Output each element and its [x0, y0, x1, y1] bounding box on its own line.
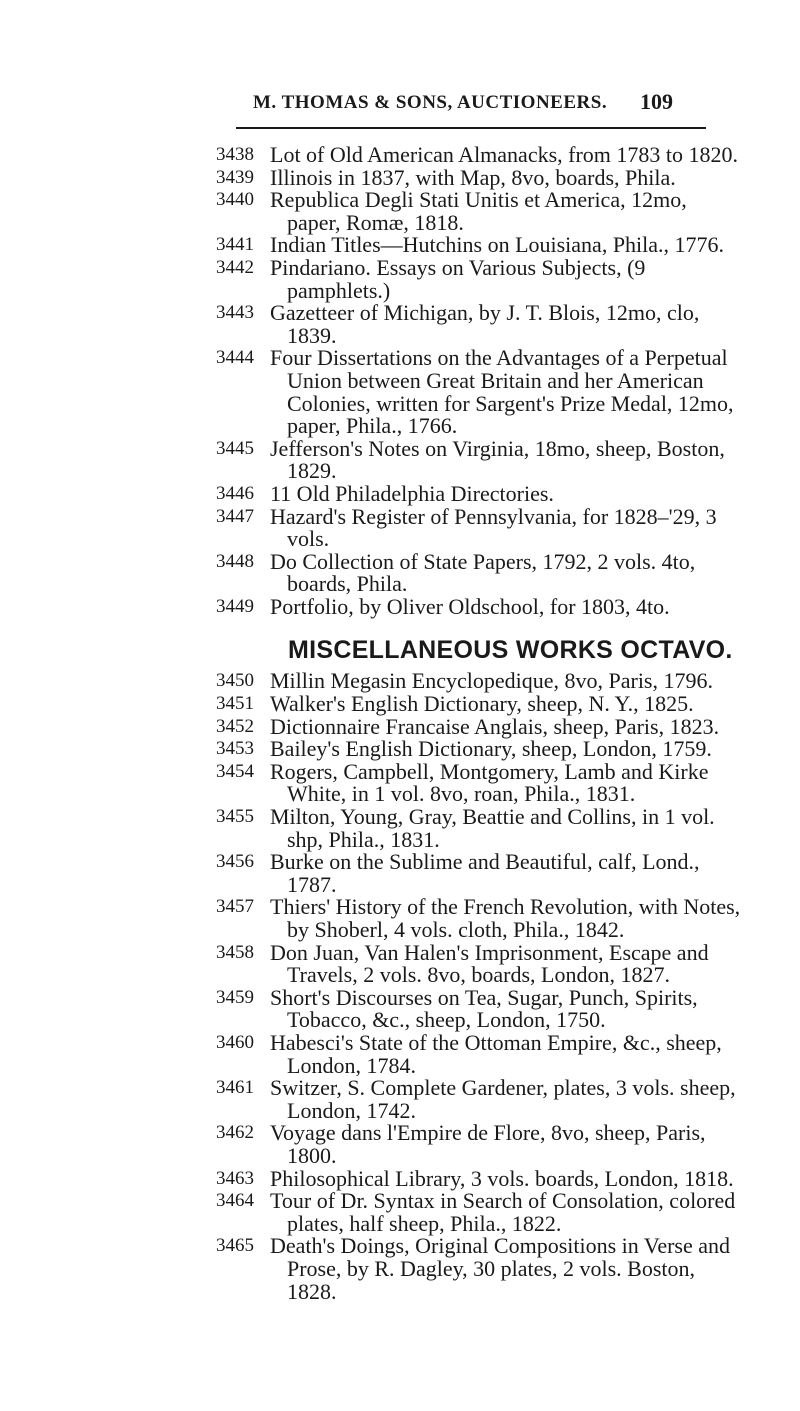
lot-list-before-section: [0, 144, 800, 618]
lot-number: 3457: [216, 896, 254, 918]
lot-description: Lot of Old American Almanacks, from 1783 to 1820.: [270, 142, 739, 167]
lot-entry: [0, 851, 800, 896]
lot-description: Habesci's State of the Ottoman Empire, &c., sheep, London, 1784.: [270, 1029, 722, 1078]
lot-description: Switzer, S. Complete Gardener, plates, 3 vols. sheep, London, 1742.: [270, 1075, 736, 1123]
lot-description: Indian Titles—Hutchins on Louisiana, Phila., 1776.: [270, 232, 725, 258]
lot-entry: [0, 1077, 800, 1122]
lot-description: Bailey's English Dictionary, sheep, London, 1759.: [270, 736, 712, 762]
lot-entries: [0, 144, 800, 1303]
lot-number: 3454: [216, 760, 254, 782]
lot-number: 3461: [216, 1077, 254, 1099]
lot-description: Millin Megasin Encyclopedique, 8vo, Paris, 1796.: [270, 668, 713, 694]
lot-number: 3453: [216, 738, 254, 760]
lot-number: 3451: [216, 693, 254, 715]
lot-entry: [0, 548, 800, 597]
lot-entry: [0, 806, 800, 851]
lot-entry: [0, 1235, 800, 1303]
lot-entry: [0, 758, 800, 807]
lot-number: 3460: [216, 1031, 254, 1053]
section-heading: MISCELLANEOUS WORKS OCTAVO.: [288, 636, 733, 665]
lot-entry: [0, 189, 800, 234]
lot-description: 11 Old Philadelphia Directories.: [270, 480, 554, 506]
lot-description: Milton, Young, Gray, Beattie and Collins, in 1 vol. shp, Phila., 1831.: [270, 804, 715, 852]
lot-entry: [0, 738, 800, 761]
lot-entry: [0, 896, 800, 941]
lot-entry: [0, 593, 800, 619]
lot-entry: [0, 503, 800, 552]
lot-description: Do Collection of State Papers, 1792, 2 vols. 4to, boards, Phila.: [270, 548, 696, 597]
lot-list-after-section: [0, 670, 800, 1303]
lot-description: Four Dissertations on the Advantages of a Perpetual Union between Great Britain and her American Colonies, written for Sargent's Prize Medal, 12mo, paper, Phila., 1766.: [270, 345, 734, 439]
lot-entry: [0, 939, 800, 988]
lot-number: 3458: [216, 941, 254, 963]
lot-description: Short's Discourses on Tea, Sugar, Punch, Spirits, Tobacco, &c., sheep, London, 1750.: [270, 984, 698, 1033]
lot-entry: [0, 1190, 800, 1235]
lot-number: 3440: [216, 189, 254, 211]
page-number: 109: [640, 89, 673, 114]
lot-description: Death's Doings, Original Compositions in Verse and Prose, by R. Dagley, 30 plates, 2 vols. Boston, 1828.: [270, 1233, 731, 1304]
lot-description: Hazard's Register of Pennsylvania, for 1828–'29, 3 vols.: [270, 503, 717, 552]
lot-number: 3463: [216, 1167, 254, 1189]
header-rule: [236, 127, 706, 129]
lot-description: Republica Degli Stati Unitis et America, 12mo, paper, Romæ, 1818.: [270, 187, 687, 235]
lot-number: 3446: [216, 482, 254, 504]
lot-entry: [0, 144, 800, 167]
lot-entry: [0, 984, 800, 1033]
lot-description: Tour of Dr. Syntax in Search of Consolation, colored plates, half sheep, Phila., 1822.: [270, 1188, 736, 1236]
lot-entry: [0, 435, 800, 484]
lot-number: 3455: [216, 806, 254, 828]
lot-description: Pindariano. Essays on Various Subjects, (9 pamphlets.): [270, 254, 646, 303]
lot-number: 3450: [216, 670, 254, 692]
lot-entry: [0, 234, 800, 257]
lot-number: 3438: [216, 144, 254, 165]
lot-entry: [0, 1165, 800, 1191]
lot-number: 3462: [216, 1122, 254, 1144]
lot-description: Burke on the Sublime and Beautiful, calf, Lond., 1787.: [270, 849, 700, 897]
lot-entry: [0, 713, 800, 739]
lot-number: 3459: [216, 986, 254, 1008]
lot-number: 3443: [216, 302, 254, 324]
lot-description: Dictionnaire Francaise Anglais, sheep, Paris, 1823.: [270, 713, 720, 739]
lot-description: Philosophical Library, 3 vols. boards, London, 1818.: [270, 1165, 734, 1191]
lot-entry: [0, 254, 800, 303]
lot-number: 3452: [216, 715, 254, 737]
lot-description: Thiers' History of the French Revolution, with Notes, by Shoberl, 4 vols. cloth, Phila., 1842.: [270, 894, 741, 942]
lot-number: 3441: [216, 234, 254, 256]
lot-entry: [0, 347, 800, 437]
lot-description: Voyage dans l'Empire de Flore, 8vo, sheep, Paris, 1800.: [270, 1120, 706, 1168]
lot-entry: [0, 693, 800, 716]
lot-entry: [0, 480, 800, 506]
running-head: M. THOMAS & SONS, AUCTIONEERS.: [253, 92, 608, 113]
lot-description: Walker's English Dictionary, sheep, N. Y., 1825.: [270, 691, 694, 717]
lot-description: Illinois in 1837, with Map, 8vo, boards, Phila.: [270, 164, 676, 190]
lot-number: 3465: [216, 1235, 254, 1257]
lot-number: 3448: [216, 550, 254, 572]
lot-description: Jefferson's Notes on Virginia, 18mo, sheep, Boston, 1829.: [270, 435, 725, 484]
lot-number: 3439: [216, 166, 254, 188]
lot-number: 3449: [216, 595, 254, 617]
lot-number: 3447: [216, 505, 254, 527]
lot-entry: [0, 302, 800, 347]
lot-number: 3442: [216, 256, 254, 278]
lot-number: 3464: [216, 1190, 254, 1212]
lot-entry: [0, 670, 800, 693]
lot-description: Portfolio, by Oliver Oldschool, for 1803, 4to.: [270, 593, 670, 619]
lot-entry: [0, 1122, 800, 1167]
lot-entry: [0, 164, 800, 190]
lot-number: 3445: [216, 437, 254, 459]
lot-entry: [0, 1029, 800, 1078]
lot-description: Don Juan, Van Halen's Imprisonment, Escape and Travels, 2 vols. 8vo, boards, London, 1827.: [270, 939, 709, 988]
lot-number: 3456: [216, 851, 254, 873]
lot-description: Gazetteer of Michigan, by J. T. Blois, 12mo, clo, 1839.: [270, 300, 700, 348]
lot-number: 3444: [216, 347, 254, 369]
lot-description: Rogers, Campbell, Montgomery, Lamb and Kirke White, in 1 vol. 8vo, roan, Phila., 1831.: [270, 758, 709, 807]
